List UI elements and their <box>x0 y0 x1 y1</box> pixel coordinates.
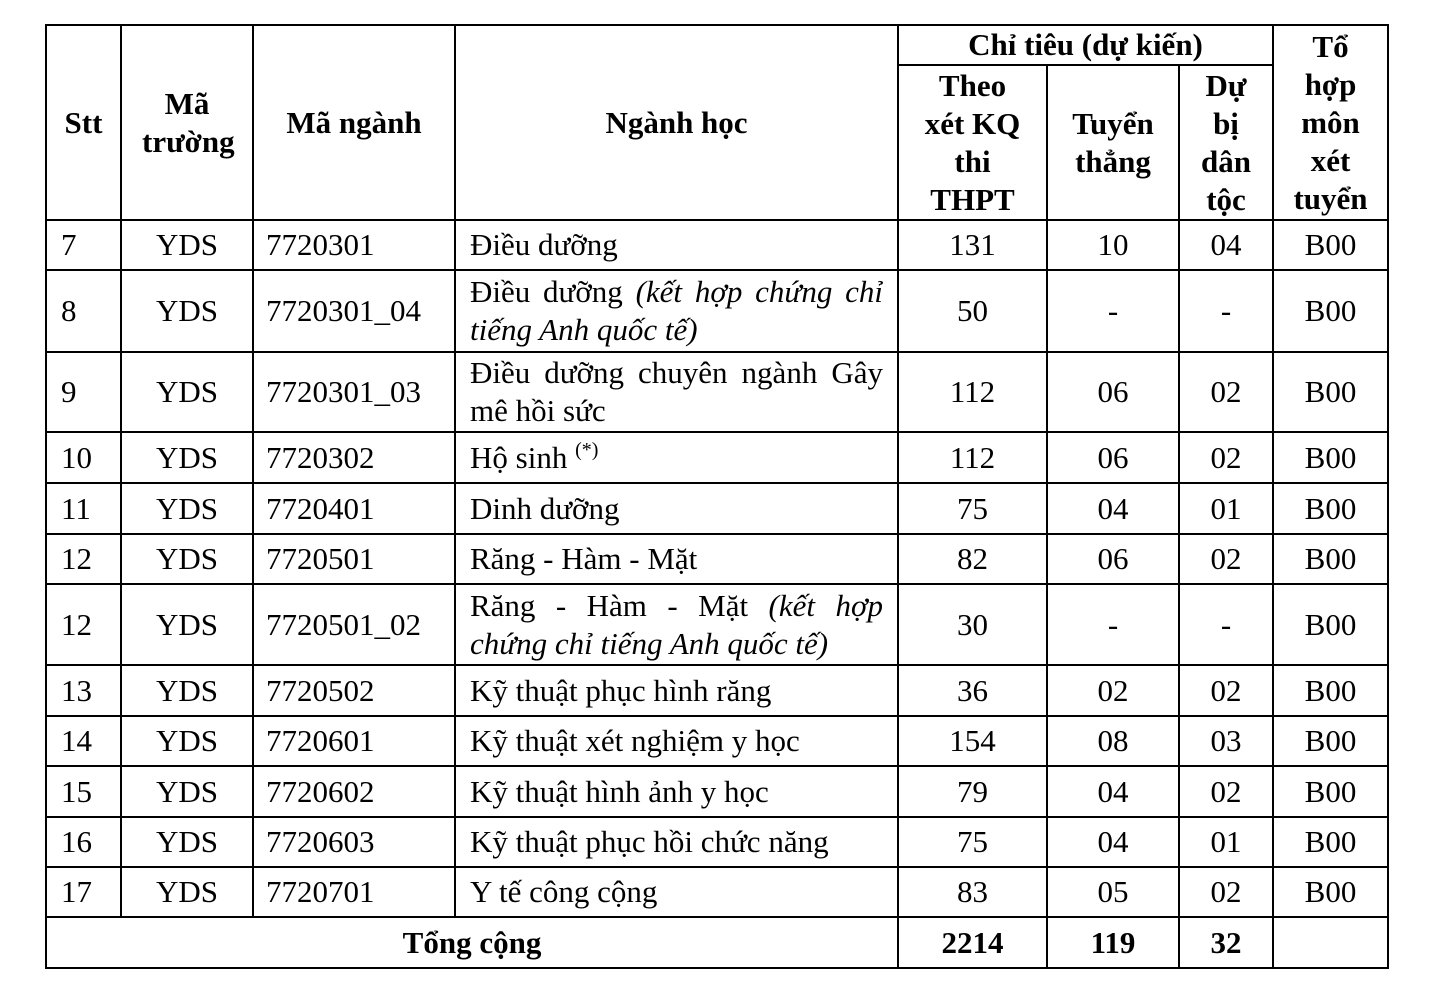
cell-stt: 16 <box>46 817 121 867</box>
cell-du-bi: 02 <box>1179 432 1273 483</box>
table-row <box>46 483 1388 534</box>
cell-to-hop: B00 <box>1273 665 1388 716</box>
cell-ma-nganh: 7720302 <box>253 432 455 483</box>
cell-stt: 15 <box>46 766 121 817</box>
table-row <box>46 665 1388 716</box>
cell-theo-kq: 36 <box>898 665 1047 716</box>
table-row <box>46 352 1388 432</box>
table-row <box>46 817 1388 867</box>
cell-to-hop: B00 <box>1273 867 1388 917</box>
cell-ma-truong: YDS <box>121 584 253 665</box>
header-nganh-hoc: Ngành học <box>455 25 898 220</box>
cell-stt: 10 <box>46 432 121 483</box>
cell-to-hop: B00 <box>1273 716 1388 766</box>
cell-ma-nganh: 7720501 <box>253 534 455 584</box>
table-row <box>46 220 1388 270</box>
cell-du-bi: - <box>1179 270 1273 352</box>
cell-theo-kq: 75 <box>898 483 1047 534</box>
cell-tuyen-thang: - <box>1047 584 1179 665</box>
program-name: Răng - Hàm - Mặt <box>470 587 769 623</box>
cell-ma-truong: YDS <box>121 270 253 352</box>
header-ma-truong <box>121 25 253 220</box>
cell-to-hop: B00 <box>1273 483 1388 534</box>
footnote-marker: (*) <box>575 438 599 461</box>
cell-stt: 11 <box>46 483 121 534</box>
cell-to-hop: B00 <box>1273 817 1388 867</box>
program-name: Hộ sinh <box>470 439 576 475</box>
cell-du-bi: 01 <box>1179 817 1273 867</box>
total-label: Tổng cộng <box>46 917 898 968</box>
cell-to-hop: B00 <box>1273 432 1388 483</box>
cell-tuyen-thang: 04 <box>1047 817 1179 867</box>
table-row <box>46 766 1388 817</box>
program-name: Kỹ thuật phục hồi chức năng <box>470 824 829 859</box>
cell-stt: 13 <box>46 665 121 716</box>
cell-tuyen-thang: 08 <box>1047 716 1179 766</box>
cell-ma-nganh: 7720301 <box>253 220 455 270</box>
cell-to-hop: B00 <box>1273 352 1388 432</box>
cell-du-bi: 01 <box>1179 483 1273 534</box>
admission-quota-table <box>45 24 1389 969</box>
header-theo-xet-kq-label: Theo xét KQ thi THPT <box>924 67 1021 217</box>
cell-nganh-hoc <box>455 665 898 716</box>
cell-stt: 12 <box>46 584 121 665</box>
table-row <box>46 270 1388 352</box>
cell-nganh-hoc <box>455 867 898 917</box>
cell-tuyen-thang: 10 <box>1047 220 1179 270</box>
cell-ma-truong: YDS <box>121 716 253 766</box>
cell-nganh-hoc <box>455 220 898 270</box>
cell-theo-kq: 82 <box>898 534 1047 584</box>
cell-tuyen-thang: 04 <box>1047 483 1179 534</box>
cell-ma-nganh: 7720601 <box>253 716 455 766</box>
cell-tuyen-thang: - <box>1047 270 1179 352</box>
header-theo-xet-kq <box>898 65 1047 220</box>
table-row <box>46 716 1388 766</box>
cell-nganh-hoc <box>455 352 898 432</box>
table-row <box>46 867 1388 917</box>
cell-du-bi: 02 <box>1179 534 1273 584</box>
cell-theo-kq: 112 <box>898 352 1047 432</box>
header-chi-tieu-group: Chỉ tiêu (dự kiến) <box>898 25 1273 65</box>
program-note: (kết hợp chứng chỉ tiếng Anh quốc tế) <box>470 274 883 347</box>
cell-nganh-hoc <box>455 817 898 867</box>
header-du-bi-dan-toc-label: Dự bị dân tộc <box>1201 67 1251 217</box>
cell-nganh-hoc <box>455 584 898 665</box>
program-name: Kỹ thuật hình ảnh y học <box>470 773 769 809</box>
program-name: Dinh dưỡng <box>470 490 620 526</box>
cell-ma-nganh: 7720401 <box>253 483 455 534</box>
cell-ma-truong: YDS <box>121 483 253 534</box>
total-to-hop <box>1273 917 1388 968</box>
program-note: (kết hợp chứng chỉ tiếng Anh quốc tế) <box>470 587 883 661</box>
cell-theo-kq: 30 <box>898 584 1047 665</box>
total-du-bi: 32 <box>1179 917 1273 968</box>
table-row <box>46 584 1388 665</box>
cell-tuyen-thang: 06 <box>1047 534 1179 584</box>
cell-ma-nganh: 7720301_04 <box>253 270 455 352</box>
cell-tuyen-thang: 06 <box>1047 432 1179 483</box>
cell-stt: 9 <box>46 352 121 432</box>
header-tuyen-thang-label: Tuyển thẳng <box>1072 105 1154 179</box>
cell-nganh-hoc <box>455 483 898 534</box>
cell-du-bi: - <box>1179 584 1273 665</box>
cell-theo-kq: 79 <box>898 766 1047 817</box>
cell-nganh-hoc <box>455 766 898 817</box>
total-theo-kq: 2214 <box>898 917 1047 968</box>
cell-tuyen-thang: 06 <box>1047 352 1179 432</box>
cell-ma-nganh: 7720603 <box>253 817 455 867</box>
cell-ma-nganh: 7720301_03 <box>253 352 455 432</box>
cell-stt: 17 <box>46 867 121 917</box>
cell-tuyen-thang: 02 <box>1047 665 1179 716</box>
cell-theo-kq: 131 <box>898 220 1047 270</box>
table-row <box>46 534 1388 584</box>
cell-nganh-hoc <box>455 534 898 584</box>
header-du-bi-dan-toc <box>1179 65 1273 220</box>
cell-stt: 12 <box>46 534 121 584</box>
cell-theo-kq: 75 <box>898 817 1047 867</box>
program-name: Điều dưỡng chuyên ngành Gây mê hồi sức <box>470 355 883 428</box>
program-name: Kỹ thuật xét nghiệm y học <box>470 723 800 758</box>
cell-stt: 14 <box>46 716 121 766</box>
cell-ma-truong: YDS <box>121 352 253 432</box>
total-tuyen-thang: 119 <box>1047 917 1179 968</box>
cell-ma-truong: YDS <box>121 534 253 584</box>
cell-theo-kq: 112 <box>898 432 1047 483</box>
cell-to-hop: B00 <box>1273 270 1388 352</box>
cell-tuyen-thang: 04 <box>1047 766 1179 817</box>
cell-ma-truong: YDS <box>121 817 253 867</box>
cell-stt: 7 <box>46 220 121 270</box>
cell-theo-kq: 154 <box>898 716 1047 766</box>
cell-du-bi: 02 <box>1179 867 1273 917</box>
cell-tuyen-thang: 05 <box>1047 867 1179 917</box>
cell-to-hop: B00 <box>1273 766 1388 817</box>
cell-ma-truong: YDS <box>121 432 253 483</box>
cell-ma-nganh: 7720501_02 <box>253 584 455 665</box>
cell-ma-nganh: 7720602 <box>253 766 455 817</box>
program-name: Y tế công cộng <box>470 874 658 909</box>
cell-theo-kq: 50 <box>898 270 1047 352</box>
program-name: Răng - Hàm - Mặt <box>470 541 698 576</box>
cell-du-bi: 04 <box>1179 220 1273 270</box>
cell-ma-nganh: 7720502 <box>253 665 455 716</box>
header-to-hop-label: Tổ hợp môn xét tuyển <box>1293 28 1368 216</box>
table-row <box>46 432 1388 483</box>
cell-nganh-hoc <box>455 716 898 766</box>
cell-nganh-hoc <box>455 270 898 352</box>
program-name: Điều dưỡng <box>470 274 636 309</box>
cell-to-hop: B00 <box>1273 584 1388 665</box>
cell-du-bi: 02 <box>1179 766 1273 817</box>
cell-theo-kq: 83 <box>898 867 1047 917</box>
program-name: Điều dưỡng <box>470 227 618 262</box>
header-tuyen-thang <box>1047 65 1179 220</box>
cell-to-hop: B00 <box>1273 220 1388 270</box>
cell-ma-truong: YDS <box>121 766 253 817</box>
cell-ma-nganh: 7720701 <box>253 867 455 917</box>
header-to-hop <box>1273 25 1388 220</box>
cell-nganh-hoc <box>455 432 898 483</box>
program-name: Kỹ thuật phục hình răng <box>470 672 772 708</box>
header-stt: Stt <box>46 25 121 220</box>
cell-du-bi: 03 <box>1179 716 1273 766</box>
header-ma-truong-label: Mã trường <box>142 85 235 159</box>
cell-stt: 8 <box>46 270 121 352</box>
cell-ma-truong: YDS <box>121 867 253 917</box>
total-row <box>46 917 1388 968</box>
header-ma-nganh: Mã ngành <box>253 25 455 220</box>
cell-to-hop: B00 <box>1273 534 1388 584</box>
cell-du-bi: 02 <box>1179 665 1273 716</box>
cell-ma-truong: YDS <box>121 220 253 270</box>
cell-du-bi: 02 <box>1179 352 1273 432</box>
cell-ma-truong: YDS <box>121 665 253 716</box>
